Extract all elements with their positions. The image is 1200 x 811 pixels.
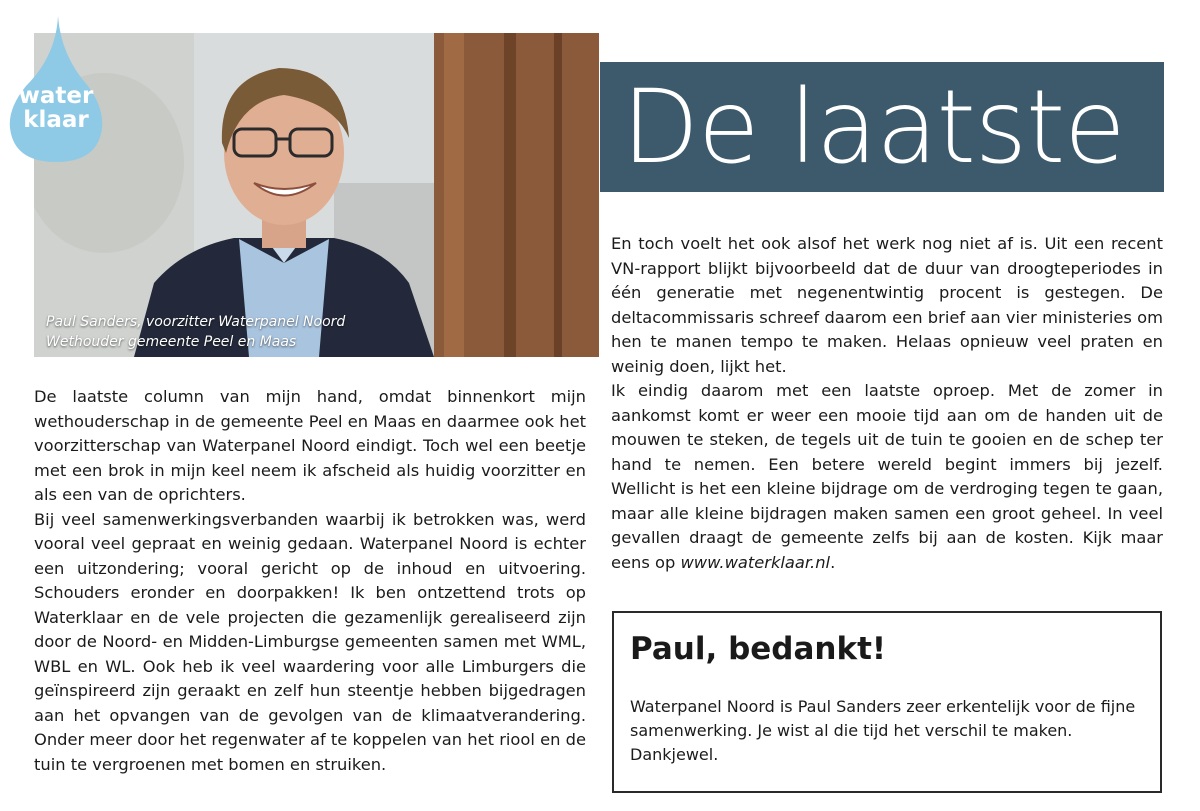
page-title: De laatste <box>622 68 1125 187</box>
paragraph-text: Ik eindig daarom met een laatste oproep. Met de zomer in aankomst komt er weer een mooie tijd aan om de handen uit de mouwen te steken, de tegels uit de tuin te gooien en de schep ter hand te nemen. Een betere wereld begint immers bij jezelf. Wellicht is het een kleine bijdrage om de verdroging tegen te gaan, maar alle kleine bijdragen maken samen een groot geheel. In veel gevallen draagt de gemeente zelfs bij aan de kosten. Kijk maar eens op <box>611 381 1163 572</box>
caption-name: Paul Sanders, voorzitter Waterpanel Noord <box>46 314 346 330</box>
logo-text <box>6 84 106 132</box>
paragraph: Bij veel samenwerkingsverbanden waarbij ik betrokken was, werd vooral veel gepraat en weinig gedaan. Waterpanel Noord is echter een uitzondering; vooral gericht op de inhoud en uitvoering. Schouders eronder en doorpakken! Ik ben ontzettend trots op Waterklaar en de vele projecten die gezamenlijk gerealiseerd zijn door de Noord- en Midden-Limburgse gemeenten samen met WML, WBL en WL. Ook heb ik veel waardering voor alle Limburgers die geïnspireerd zijn geraakt en zelf hun steentje hebben bijgedragen aan het opvangen van de gevolgen van de klimaatverandering. Onder meer door het regenwater af te koppelen van het riool en de tuin te vergroenen met bomen en struiken. <box>34 509 586 774</box>
title-banner <box>600 62 1164 192</box>
thanks-body: Waterpanel Noord is Paul Sanders zeer erkentelijk voor de fijne samenwerking. Je wist al die tijd het verschil te maken. Dankjewel. <box>630 697 1136 764</box>
paragraph: En toch voelt het ook alsof het werk nog niet af is. Uit een recent VN-rapport blijkt bijvoorbeeld dat de duur van droogteperiodes in één generatie met negenentwintig procent is gestegen. De deltacommissaris schreef daarom een brief aan vier ministeries om hen te manen tempo te maken. Helaas opnieuw veel praten en weinig doen, lijkt het. <box>611 234 1163 376</box>
photo-caption <box>46 312 345 352</box>
paragraph: De laatste column van mijn hand, omdat binnenkort mijn wethouderschap in de gemeente Peel en Maas en daarmee ook het voorzitterschap van Waterpanel Noord eindigt. Toch wel een beetje met een brok in mijn keel neem ik afscheid als huidig voorzitter en als een van de oprichters. <box>34 387 586 504</box>
portrait-illustration <box>34 33 599 357</box>
logo-word-water: water <box>18 83 94 109</box>
thanks-title: Paul, bedankt! <box>630 631 887 667</box>
left-column <box>34 385 586 777</box>
website-link[interactable]: www.waterklaar.nl <box>680 552 831 572</box>
thanks-box <box>612 611 1162 793</box>
paragraph <box>611 379 1163 575</box>
portrait-photo <box>34 33 599 357</box>
paragraph-end: . <box>830 552 836 572</box>
caption-role: Wethouder gemeente Peel en Maas <box>46 334 297 350</box>
right-column <box>611 232 1163 575</box>
logo-word-klaar: klaar <box>23 107 89 133</box>
